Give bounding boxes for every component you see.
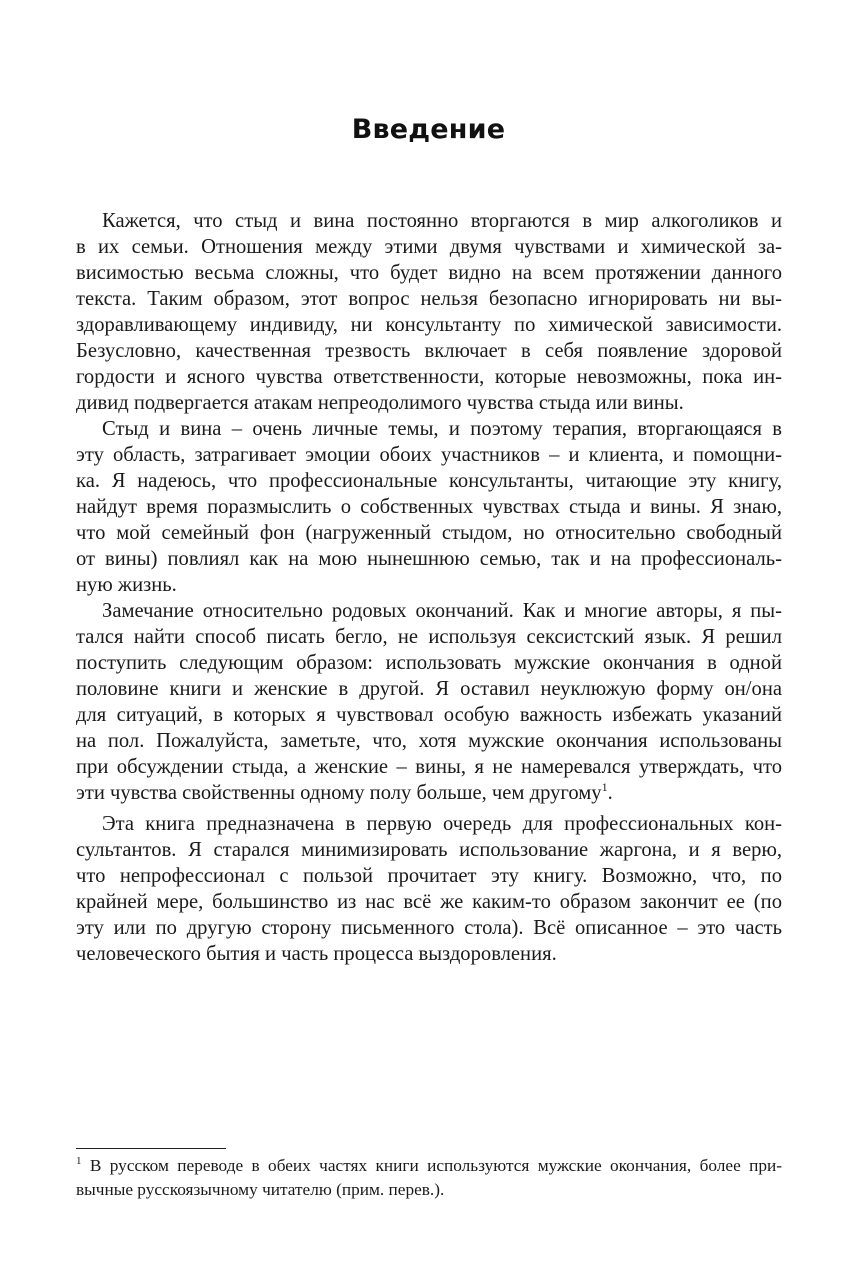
text-line: человеческого бытия и часть процесса выздоровления. — [76, 943, 557, 965]
text-line: что мой семейный фон (нагруженный стыдом, но относительно свободный — [76, 522, 782, 544]
text-line: ную жизнь. — [76, 574, 177, 596]
text-line: дивид подвергается атакам непреодолимого чувства стыда или вины. — [76, 392, 684, 414]
page-title: Введение — [351, 114, 506, 145]
text-line: сультантов. Я старался минимизировать использование жаргона, и я верю, — [76, 839, 782, 861]
text-line: ка. Я надеюсь, что профессиональные консультанты, читающие эту книгу, — [76, 470, 782, 492]
text-line: эту область, затрагивает эмоции обоих участников – и клиента, и помощни- — [76, 444, 782, 466]
text-line: Кажется, что стыд и вина постоянно вторгаются в мир алкоголиков и — [102, 210, 782, 232]
footnote-divider — [76, 1148, 226, 1149]
footnote-reference[interactable]: 1 — [601, 780, 608, 795]
text-line: Стыд и вина – очень личные темы, и поэтому терапия, вторгающаяся в — [102, 418, 782, 440]
text-line: тался найти способ писать бегло, не используя сексистский язык. Я решил — [76, 626, 782, 648]
text-line: Безусловно, качественная трезвость включает в себя появление здоровой — [76, 340, 782, 362]
text-line: для ситуаций, в которых я чувствовал особую важность избежать указаний — [76, 704, 782, 726]
text-line: поступить следующим образом: использовать мужские окончания в одной — [76, 652, 782, 674]
footnote-text: В русском переводе в обеих частях книги используются мужские окончания, более при- — [89, 1156, 782, 1175]
text-line: в их семьи. Отношения между этими двумя чувствами и химической за- — [76, 236, 782, 258]
text-line: что непрофессионал с пользой прочитает эту книгу. Возможно, что, по — [76, 865, 782, 887]
text-line: эту или по другую сторону письменного стола). Всё описанное – это часть — [76, 917, 782, 939]
footnote-line — [76, 1155, 782, 1177]
text-line-content: эти чувства свойственны одному полу больше, чем другому — [76, 782, 602, 804]
text-line: висимостью весьма сложны, что будет видно на всем протяжении данного — [76, 262, 782, 284]
sentence-end: . — [607, 782, 613, 804]
text-line: гордости и ясного чувства ответственности, которые невозможны, пока ин- — [76, 366, 782, 388]
text-line: текста. Таким образом, этот вопрос нельзя безопасно игнорировать ни вы- — [76, 288, 782, 310]
text-line: от вины) повлиял как на мою нынешнюю семью, так и на профессиональ- — [76, 548, 782, 570]
footnote-line: вычные русскоязычному читателю (прим. перев.). — [76, 1180, 445, 1199]
text-line: Эта книга предназначена в первую очередь для профессиональных кон- — [102, 813, 782, 835]
text-line — [76, 780, 782, 806]
text-line: половине книги и женские в другой. Я оставил неуклюжую форму он/она — [76, 678, 782, 700]
text-line: при обсуждении стыда, а женские – вины, я не намеревался утверждать, что — [76, 756, 782, 778]
text-line: здоравливающему индивиду, ни консультанту по химической зависимости. — [76, 314, 782, 336]
text-line: Замечание относительно родовых окончаний. Как и многие авторы, я пы- — [102, 600, 782, 622]
text-line: найдут время поразмыслить о собственных чувствах стыда и вины. Я знаю, — [76, 496, 782, 518]
text-line: крайней мере, большинство из нас всё же каким-то образом закончит ее (по — [76, 891, 782, 913]
text-line: на пол. Пожалуйста, заметьте, что, хотя мужские окончания использованы — [76, 730, 782, 752]
footnote-marker: 1 — [76, 1155, 82, 1168]
